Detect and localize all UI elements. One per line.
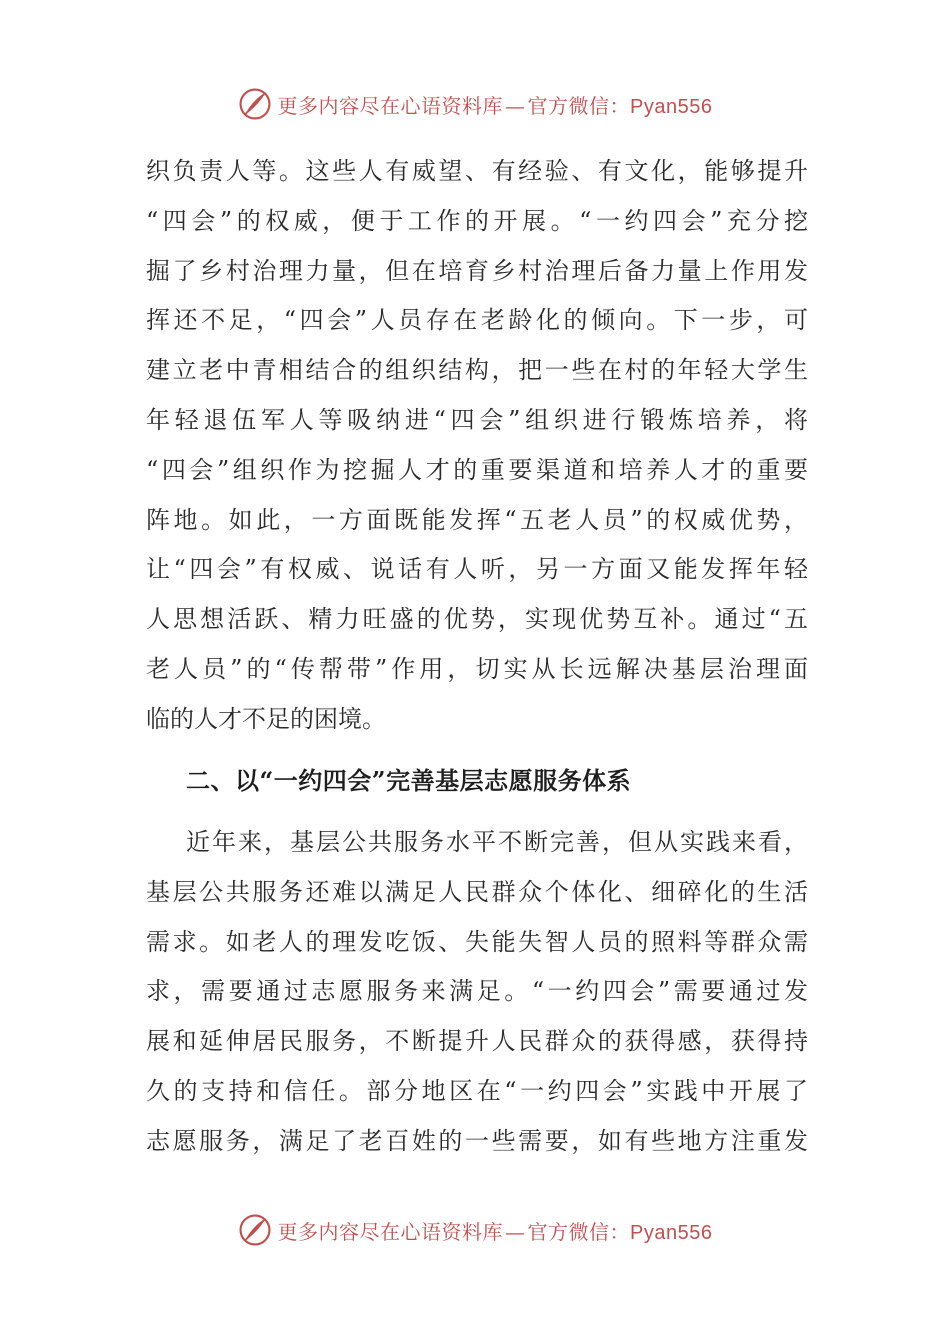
text-line: 展和延伸居民服务，不断提升人民群众的获得感，获得持 [146, 1027, 808, 1056]
text-line: 临的人才不足的困境。 [146, 704, 386, 733]
text-line: “四会”的权威，便于工作的开展。“一约四会”充分挖 [146, 206, 808, 235]
text-line: 年轻退伍军人等吸纳进“四会”组织进行锻炼培养，将 [146, 405, 808, 434]
paragraph-volunteer-service [146, 818, 808, 1167]
text-line: 人思想活跃、精力旺盛的优势，实现优势互补。通过“五 [146, 605, 808, 634]
watermark-wechat-id: Pyan556 [630, 1221, 713, 1244]
watermark-text [278, 90, 713, 119]
watermark-dash: — [505, 93, 526, 118]
watermark-brand: 更多内容尽在心语资料库 [277, 93, 504, 118]
text-line: 阵地。如此，一方面既能发挥“五老人员”的权威优势， [146, 505, 808, 534]
watermark-brand: 更多内容尽在心语资料库 [277, 1219, 504, 1244]
watermark-text [278, 1216, 713, 1245]
quill-pen-logo-icon [238, 1213, 272, 1247]
paragraph-continued [146, 147, 808, 745]
text-line: 建立老中青相结合的组织结构，把一些在村的年轻大学生 [146, 356, 808, 385]
text-line: 求，需要通过志愿服务来满足。“一约四会”需要通过发 [146, 977, 808, 1006]
text-line: 需求。如老人的理发吃饭、失能失智人员的照料等群众需 [146, 927, 808, 956]
text-line: 掘了乡村治理力量，但在培育乡村治理后备力量上作用发 [146, 256, 808, 285]
text-line: 让“四会”有权威、说话有人听，另一方面又能发挥年轻 [146, 555, 808, 584]
text-line: 老人员”的“传帮带”作用，切实从长远解决基层治理面 [146, 654, 808, 683]
section-heading: 二、以“一约四会”完善基层志愿服务体系 [186, 766, 632, 795]
text-line: 挥还不足，“四会”人员存在老龄化的倾向。下一步，可 [146, 306, 808, 335]
quill-pen-logo-icon [238, 87, 272, 121]
text-line: 近年来，基层公共服务水平不断完善，但从实践来看， [186, 828, 808, 856]
watermark-wechat-id: Pyan556 [630, 95, 713, 118]
watermark-wechat-label: 官方微信： [527, 93, 631, 118]
watermark-dash: — [505, 1219, 526, 1244]
text-line: 织负责人等。这些人有威望、有经验、有文化，能够提升 [146, 157, 808, 185]
footer-watermark [0, 1210, 950, 1250]
text-line: 志愿服务，满足了老百姓的一些需要，如有些地方注重发 [146, 1126, 808, 1155]
text-line: 基层公共服务还难以满足人民群众个体化、细碎化的生活 [146, 877, 808, 906]
watermark-wechat-label: 官方微信： [527, 1219, 631, 1244]
header-watermark [0, 84, 950, 124]
text-line: “四会”组织作为挖掘人才的重要渠道和培养人才的重要 [146, 455, 808, 484]
text-line: 久的支持和信任。部分地区在“一约四会”实践中开展了 [146, 1076, 808, 1105]
